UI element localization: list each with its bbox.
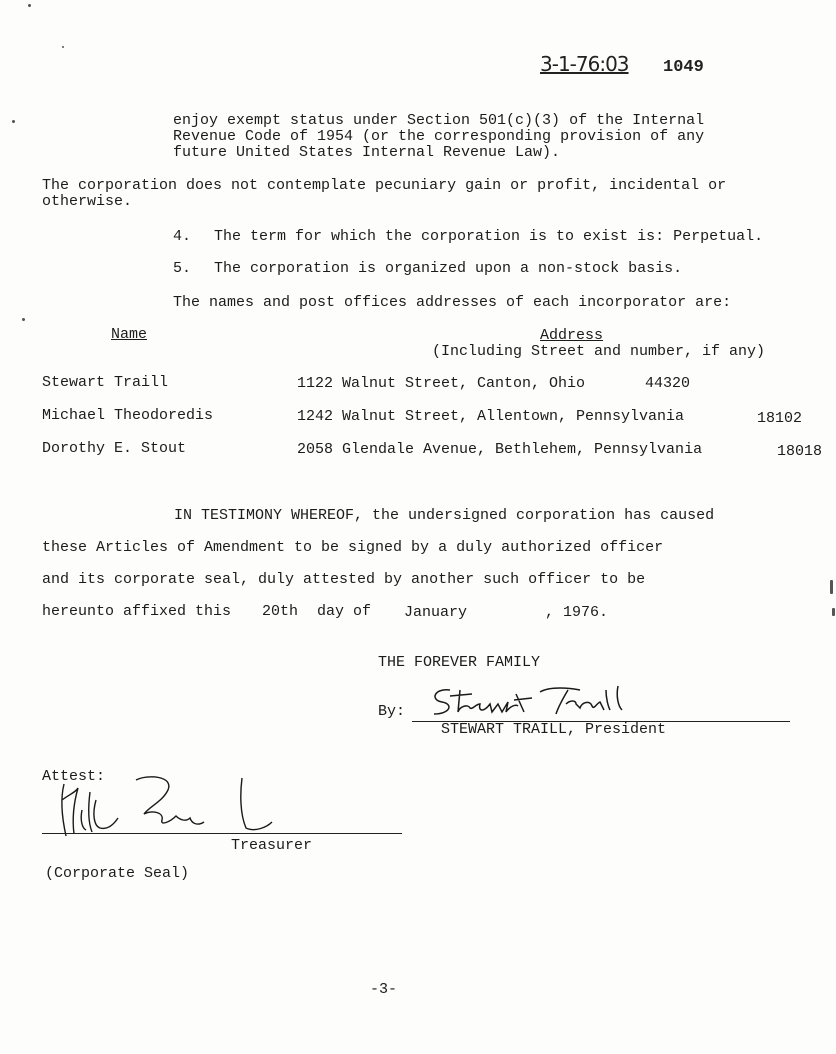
incorporator-address: 1122 Walnut Street, Canton, Ohio — [297, 375, 586, 392]
corporate-seal-label: (Corporate Seal) — [45, 865, 190, 882]
address-column-header: Address — [540, 327, 604, 344]
attest-signature-line — [42, 833, 402, 834]
filing-stamp — [540, 52, 629, 76]
intro-line: Revenue Code of 1954 (or the corresponding provision of any — [173, 128, 705, 145]
incorporator-name: Dorothy E. Stout — [42, 440, 187, 457]
testimony-line-prefix: hereunto affixed this — [42, 603, 232, 620]
scan-speck — [832, 608, 835, 616]
president-signature — [420, 682, 640, 722]
incorporator-zip: 18018 — [777, 443, 823, 460]
attest-label: Attest: — [42, 768, 106, 785]
scan-speck — [22, 318, 25, 321]
scan-speck — [12, 120, 15, 123]
incorporator-name: Michael Theodoredis — [42, 407, 214, 424]
testimony-line: IN TESTIMONY WHEREOF, the undersigned corporation has caused — [174, 507, 715, 524]
incorporator-zip: 18102 — [757, 410, 803, 427]
item-5-number: 5. — [173, 260, 192, 277]
by-label: By: — [378, 703, 406, 720]
pecuniary-line: The corporation does not contemplate pecuniary gain or profit, incidental or — [42, 177, 727, 194]
scan-speck — [830, 580, 833, 594]
address-column-subheader: (Including Street and number, if any) — [432, 343, 766, 360]
testimony-line: these Articles of Amendment to be signed by a duly authorized officer — [42, 539, 664, 556]
document-page-code: 1049 — [663, 58, 704, 77]
testimony-day: 20th — [262, 603, 299, 620]
incorporator-address: 1242 Walnut Street, Allentown, Pennsylvania — [297, 408, 685, 425]
incorporator-address: 2058 Glendale Avenue, Bethlehem, Pennsylvania — [297, 441, 703, 458]
item-5-text: The corporation is organized upon a non-stock basis. — [214, 260, 683, 277]
incorporator-name: Stewart Traill — [42, 374, 169, 391]
organization-name: THE FOREVER FAMILY — [378, 654, 541, 671]
signer-name: STEWART TRAILL, President — [441, 721, 667, 738]
scan-speck — [28, 4, 31, 7]
filing-stamp-text: 3-1-76:03 — [540, 52, 629, 76]
testimony-day-of: day of — [317, 603, 372, 620]
treasurer-label: Treasurer — [231, 837, 313, 854]
incorporators-intro: The names and post offices addresses of each incorporator are: — [173, 294, 732, 311]
scan-speck — [62, 46, 64, 48]
pecuniary-line: otherwise. — [42, 193, 133, 210]
item-4-number: 4. — [173, 228, 192, 245]
incorporator-zip: 44320 — [645, 375, 691, 392]
item-4-text: The term for which the corporation is to exist is: Perpetual. — [214, 228, 764, 245]
intro-line: enjoy exempt status under Section 501(c)(3) of the Internal — [173, 112, 705, 129]
testimony-year: , 1976. — [545, 604, 609, 621]
testimony-line: and its corporate seal, duly attested by another such officer to be — [42, 571, 646, 588]
testimony-month: January — [404, 604, 468, 621]
treasurer-signature — [56, 770, 276, 840]
page-number: -3- — [370, 981, 398, 998]
intro-line: future United States Internal Revenue Law). — [173, 144, 561, 161]
name-column-header: Name — [111, 326, 148, 343]
